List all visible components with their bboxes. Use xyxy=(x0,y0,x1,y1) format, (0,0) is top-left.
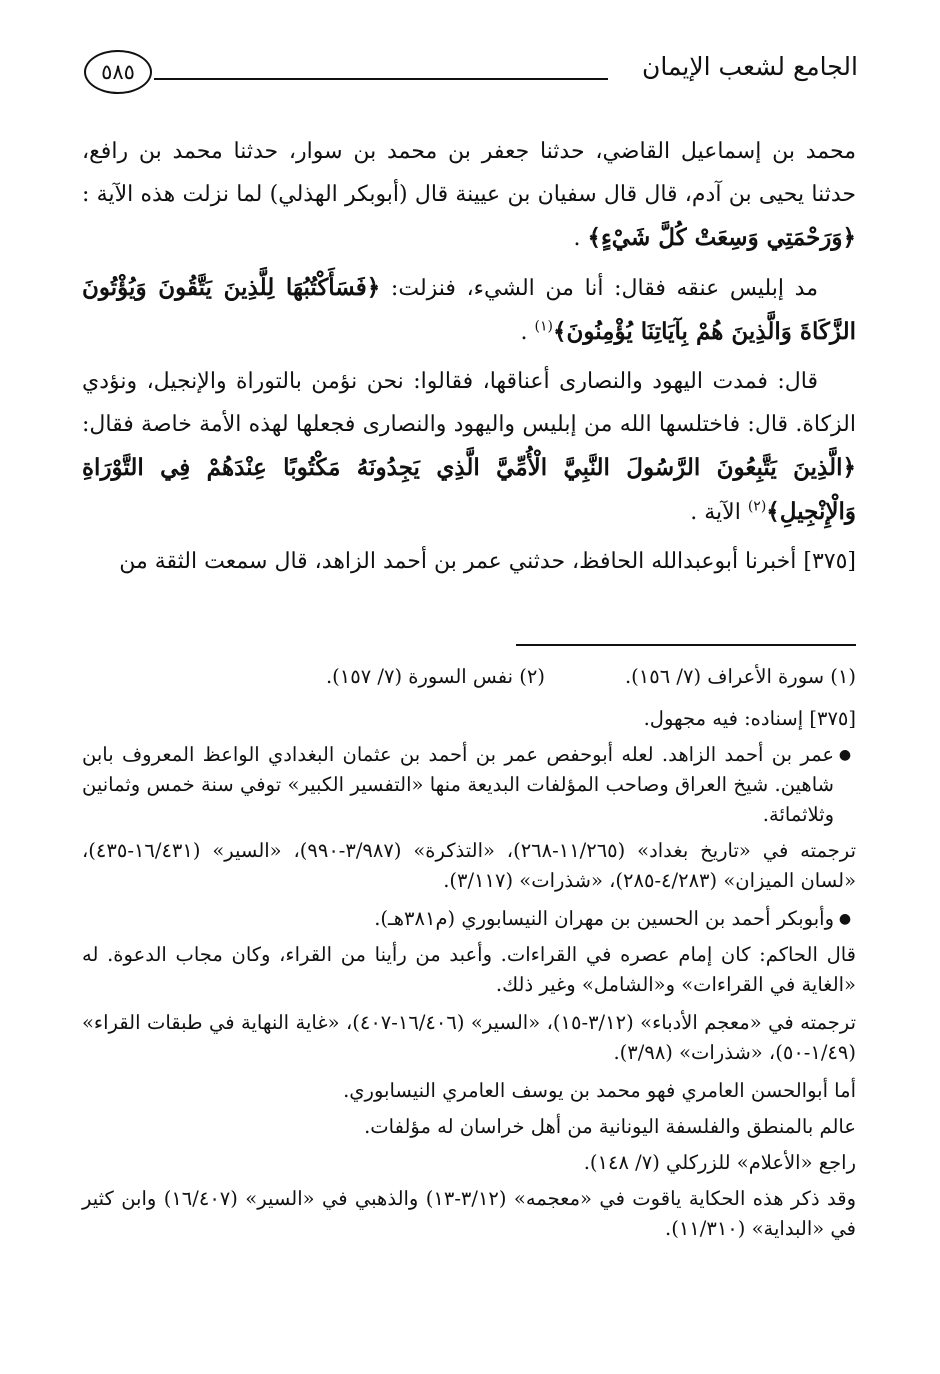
header-rule xyxy=(154,78,608,80)
page-header xyxy=(84,48,858,106)
quran-verse-3: ﴿الَّذِينَ يَتَّبِعُونَ الرَّسُولَ النَّبِيَّ الْأُمِّيَّ الَّذِي يَجِدُونَهُ مَكْتُوبًا عِنْدَهُمْ فِي التَّوْرَاةِ وَالْإِنْجِيلِ﴾ xyxy=(82,454,856,525)
quran-verse-1: ﴿وَرَحْمَتِي وَسِعَتْ كُلَّ شَيْءٍ﴾ xyxy=(587,224,856,251)
page-number-badge xyxy=(84,50,152,94)
paragraph-4 xyxy=(82,540,856,583)
footnote-ref-1[interactable]: (١) xyxy=(534,318,553,335)
paragraph-3 xyxy=(82,360,856,534)
paragraph-3-text: قال: فمدت اليهود والنصارى أعناقها، فقالوا: نحن نؤمن بالتوراة والإنجيل، ونؤدي الزكاة. قال: فاختلسها الله من إبليس واليهود والنصارى فجعلها لهذه الأمة خاصة فقال: xyxy=(82,369,856,437)
bullet-item-2 xyxy=(82,904,856,934)
hakim-note: قال الحاكم: كان إمام عصره في القراءات. وأعبد من رأينا من القراء، وكان مجاب الدعوة. له «الغاية في القراءات» و«الشامل» وغير ذلك. xyxy=(82,943,856,996)
quran-verse-2: ﴿فَسَأَكْتُبُهَا لِلَّذِينَ يَتَّقُونَ وَيُؤْتُونَ الزَّكَاةَ وَالَّذِينَ هُمْ بِآيَاتِنَا يُؤْمِنُونَ﴾ xyxy=(82,274,856,345)
bullet-1-text: عمر بن أحمد الزاهد. لعله أبوحفص عمر بن أحمد بن عثمان البغدادي الواعظ المعروف بابن شاهين. شيخ العراق وصاحب المؤلفات البديعة منها «التفسير الكبير» توفي سنة خمس وثمانين وثلاثمائة. xyxy=(82,743,834,826)
bullet-2-text: وأبوبكر أحمد بن الحسين بن مهران النيسابوري (م٣٨١هـ). xyxy=(374,907,834,930)
paragraph-2-text: مد إبليس عنقه فقال: أنا من الشيء، فنزلت: xyxy=(380,276,818,301)
paragraph-1 xyxy=(82,130,856,260)
footnote-2: (٢) نفس السورة (٧/ ١٥٧). xyxy=(325,665,545,688)
page-number: ٥٨٥ xyxy=(101,60,135,84)
paragraph-2-end: . xyxy=(520,320,535,345)
paragraph-1-text: محمد بن إسماعيل القاضي، حدثنا جعفر بن محمد بن سوار، حدثنا محمد بن رافع، حدثنا يحيى بن آدم، قال قال سفيان بن عيينة قال (أبوبكر الهذلي) لما نزلت هذه الآية : xyxy=(82,139,856,207)
footnote-separator xyxy=(516,644,856,646)
book-title: الجامع لشعب الإيمان xyxy=(641,52,858,81)
amiri-note-3: راجع «الأعلام» للزركلي (٧/ ١٤٨). xyxy=(583,1151,856,1174)
paragraph-2 xyxy=(82,266,856,354)
amiri-note-2: عالم بالمنطق والفلسفة اليونانية من أهل خراسان له مؤلفات. xyxy=(364,1115,856,1138)
footnote-ref-2[interactable]: (٢) xyxy=(747,498,767,515)
bullet-2-tarjama: ترجمته في «معجم الأدباء» (٣/١٢-١٥)، «السير» (١٦/٤٠٦-٤٠٧)، «غاية النهاية في طبقات القراء» (١/٤٩-٥٠)، «شذرات» (٣/٩٨). xyxy=(82,1011,856,1064)
paragraph-1-end: . xyxy=(573,226,588,251)
bullet-1-tarjama: ترجمته في «تاريخ بغداد» (١١/٢٦٥-٢٦٨)، «التذكرة» (٣/٩٨٧-٩٩٠)، «السير» (١٦/٤٣١-٤٣٥)، «لسان الميزان» (٤/٢٨٣-٢٨٥)، «شذرات» (٣/١١٧). xyxy=(82,839,856,892)
footnote-1: (١) سورة الأعراف (٧/ ١٥٦). xyxy=(624,665,856,688)
closing-note: وقد ذكر هذه الحكاية ياقوت في «معجمه» (٣/١٢-١٣) والذهبي في «السير» (١٦/٤٠٧) وابن كثير في «البداية» (١١/٣١٠). xyxy=(82,1187,856,1240)
footnotes-section xyxy=(82,662,856,1252)
bullet-icon: ● xyxy=(838,911,852,927)
paragraph-4-text: [٣٧٥] أخبرنا أبوعبدالله الحافظ، حدثني عمر بن أحمد الزاهد، قال سمعت الثقة من xyxy=(119,549,856,574)
isnad-note: [٣٧٥] إسناده: فيه مجهول. xyxy=(643,707,856,730)
paragraph-3-end: الآية . xyxy=(690,500,748,525)
bullet-item-1 xyxy=(82,740,856,830)
footnote-row xyxy=(82,662,856,692)
amiri-note-1: أما أبوالحسن العامري فهو محمد بن يوسف العامري النيسابوري. xyxy=(343,1079,856,1102)
main-text xyxy=(82,130,856,589)
bullet-icon: ● xyxy=(838,747,852,763)
